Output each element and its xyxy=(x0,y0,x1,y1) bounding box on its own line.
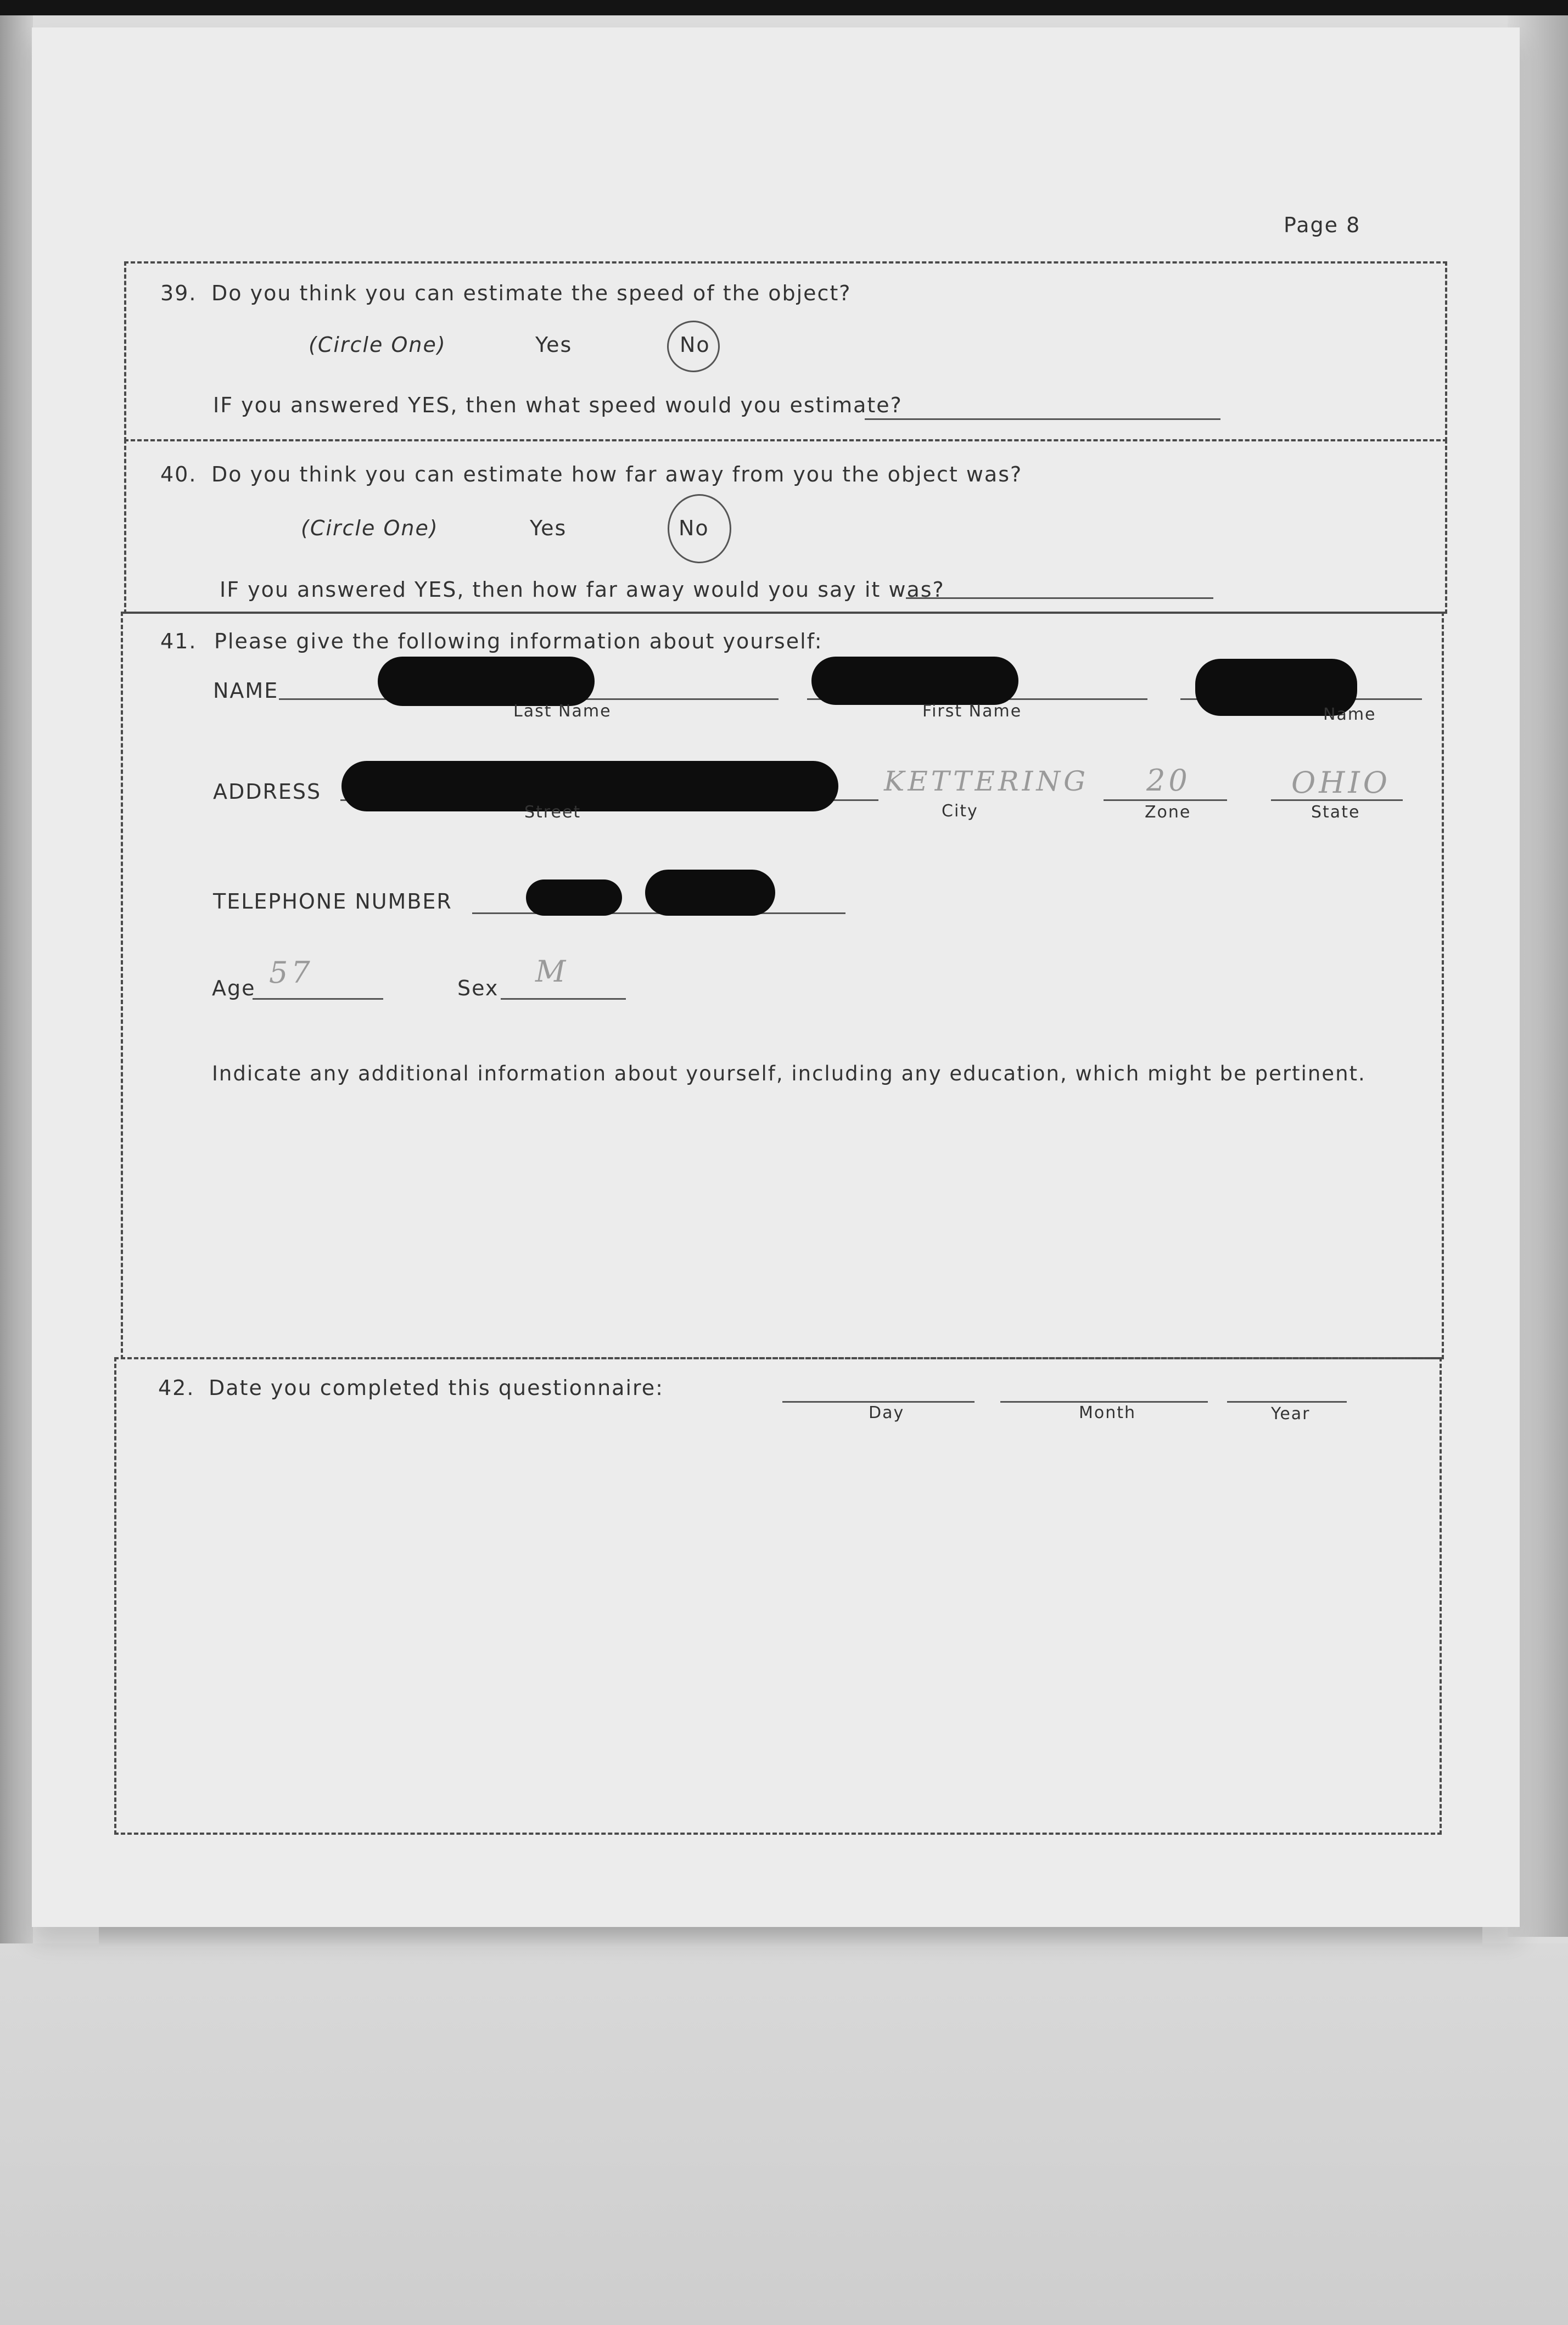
sheet-shadow xyxy=(99,1926,1482,1948)
middle-name-caption: Name xyxy=(1323,705,1376,724)
last-name-caption: Last Name xyxy=(513,702,612,721)
zone-value: 20 xyxy=(1146,763,1191,798)
question-39-follow-up: IF you answered YES, then what speed would you estimate? xyxy=(213,393,903,417)
city-caption: City xyxy=(942,802,978,821)
street-caption: Street xyxy=(524,803,581,822)
zone-line[interactable] xyxy=(1104,799,1227,801)
age-line[interactable] xyxy=(253,998,383,1000)
day-caption: Day xyxy=(869,1403,905,1422)
question-39-number: 39. xyxy=(160,281,197,305)
age-label: Age xyxy=(212,976,256,1000)
question-42-box xyxy=(114,1357,1442,1835)
state-value: OHIO xyxy=(1291,765,1391,800)
telephone-label: TELEPHONE NUMBER xyxy=(213,889,452,914)
name-label: NAME xyxy=(213,679,279,703)
month-caption: Month xyxy=(1079,1403,1136,1422)
question-40-answer-line[interactable] xyxy=(906,597,1213,599)
question-40-no-option[interactable]: No xyxy=(679,516,709,540)
first-name-caption: First Name xyxy=(922,702,1022,721)
sex-value: M xyxy=(535,954,569,989)
redacted-street xyxy=(341,761,838,811)
question-42-prompt: Date you completed this questionnaire: xyxy=(209,1376,664,1400)
zone-caption: Zone xyxy=(1145,803,1191,822)
question-41-box xyxy=(121,612,1444,1359)
redacted-telephone-part-1 xyxy=(526,879,622,916)
address-label: ADDRESS xyxy=(213,780,322,804)
question-39-no-option[interactable]: No xyxy=(680,333,710,357)
question-39-text: Do you think you can estimate the speed of the object? xyxy=(211,281,852,305)
page-number: Page 8 xyxy=(1284,213,1361,237)
question-41-prompt: Please give the following information about yourself: xyxy=(214,629,823,653)
question-42-number: 42. xyxy=(158,1376,195,1400)
question-40-yes-option[interactable]: Yes xyxy=(530,516,567,540)
film-left-edge xyxy=(0,15,33,1948)
question-40-circle-one: (Circle One) xyxy=(301,516,439,540)
question-40-text: Do you think you can estimate how far away from you the object was? xyxy=(211,462,1023,486)
redacted-last-name xyxy=(378,657,595,706)
additional-info-prompt: Indicate any additional information about yourself, including any education, which might be pertinent. xyxy=(212,1062,1366,1085)
state-caption: State xyxy=(1311,803,1360,822)
question-39-answer-line[interactable] xyxy=(865,418,1220,420)
year-line[interactable] xyxy=(1227,1401,1347,1403)
redacted-first-name xyxy=(811,657,1018,705)
question-39-selection-circle xyxy=(667,321,720,372)
film-top-edge xyxy=(0,0,1568,15)
question-39-yes-option[interactable]: Yes xyxy=(535,333,573,357)
redacted-telephone-part-2 xyxy=(645,870,775,916)
month-line[interactable] xyxy=(1000,1401,1208,1403)
city-value: KETTERING xyxy=(884,765,1089,797)
year-caption: Year xyxy=(1271,1404,1311,1424)
sex-line[interactable] xyxy=(501,998,626,1000)
question-40-follow-up: IF you answered YES, then how far away would you say it was? xyxy=(220,578,945,602)
question-39-circle-one: (Circle One) xyxy=(309,333,446,357)
sex-label: Sex xyxy=(457,976,499,1000)
film-lower-area xyxy=(0,1943,1568,2325)
age-value: 57 xyxy=(269,955,313,990)
question-41-number: 41. xyxy=(160,629,197,653)
question-40-number: 40. xyxy=(160,462,197,486)
day-line[interactable] xyxy=(782,1401,975,1403)
question-40-selection-circle xyxy=(668,494,731,563)
